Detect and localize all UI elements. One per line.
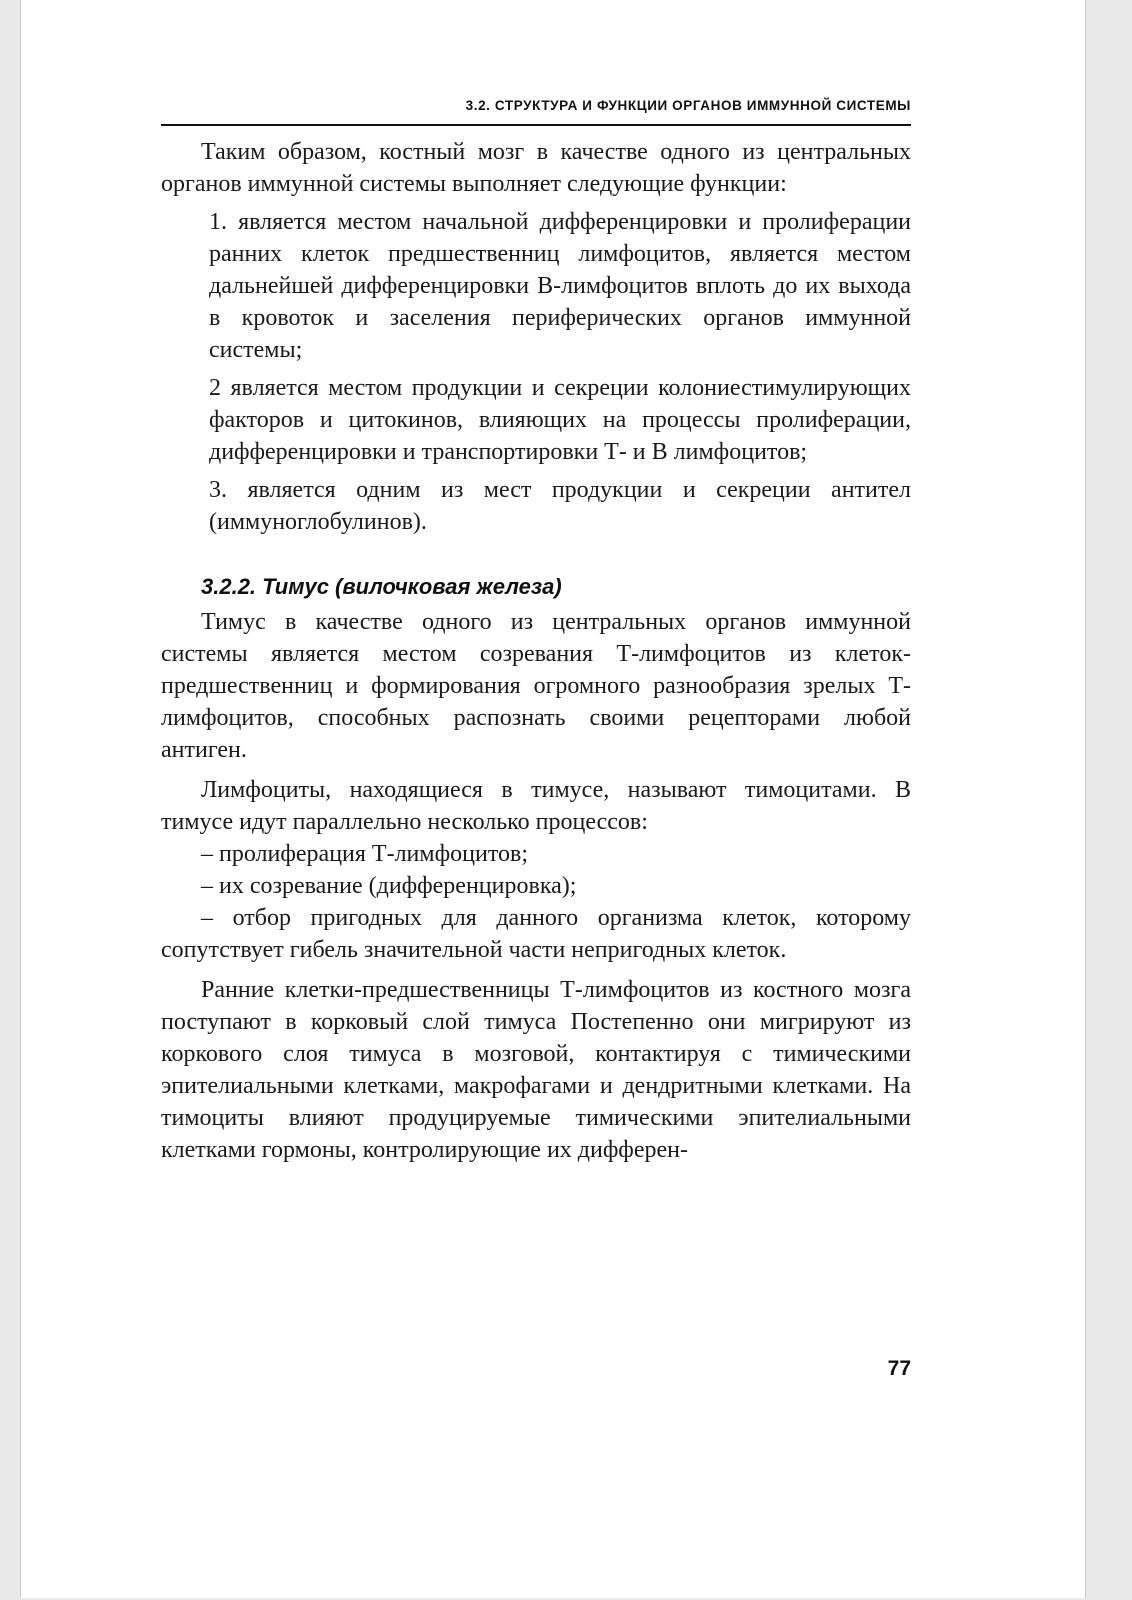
process-item-1: – пролиферация Т-лимфоцитов; <box>201 841 528 867</box>
thymus-paragraph-3: Ранние клетки-предшественницы Т-лимфоцитов из костного мозга поступают в корковый слой тимуса Постепенно они мигрируют из коркового слоя тимуса в мозговой, контактируя с тимическими эпителиальными клетками, макрофагами и дендритными клетками. На тимоциты влияют продуцируемые тимическими эпителиальными клетками гормоны, контролирующие их дифферен- <box>161 977 911 1163</box>
running-header: 3.2. СТРУКТУРА И ФУНКЦИИ ОРГАНОВ ИММУННОЙ СИСТЕМЫ <box>465 98 911 113</box>
thymus-paragraph-2: Лимфоциты, находящиеся в тимусе, называют тимоцитами. В тимусе идут параллельно несколько процессов: <box>161 777 911 835</box>
body-text <box>161 136 911 1166</box>
page-number: 77 <box>887 1357 911 1380</box>
document-page <box>20 0 1086 1598</box>
function-item-2: 2 является местом продукции и секреции колониестимулирующих факторов и цитокинов, влияющих на процессы пролиферации, дифференцировки и транспортировки Т- и В лимфоцитов; <box>209 375 911 465</box>
function-item-1: 1. является местом начальной дифференцировки и пролиферации ранних клеток предшественниц лимфоцитов, является местом дальнейшей дифференцировки В-лимфоцитов вплоть до их выхода в кровоток и заселения периферических органов иммунной системы; <box>209 209 911 363</box>
intro-paragraph: Таким образом, костный мозг в качестве одного из центральных органов иммунной системы выполняет следующие функции: <box>161 139 911 197</box>
section-heading: 3.2.2. Тимус (вилочковая железа) <box>201 574 562 599</box>
header-rule <box>161 124 911 126</box>
process-item-3: – отбор пригодных для данного организма клеток, которому сопутствует гибель значительной части непригодных клеток. <box>161 905 911 963</box>
thymus-paragraph-1: Тимус в качестве одного из центральных органов иммунной системы является местом созревания Т-лимфоцитов из клеток-предшественниц и формирования огромного разнообразия зрелых Т-лимфоцитов, способных распознать своими рецепторами любой антиген. <box>161 609 911 763</box>
process-item-2: – их созревание (дифференцировка); <box>201 873 577 899</box>
function-item-3: 3. является одним из мест продукции и секреции антител (иммуноглобулинов). <box>209 477 911 535</box>
